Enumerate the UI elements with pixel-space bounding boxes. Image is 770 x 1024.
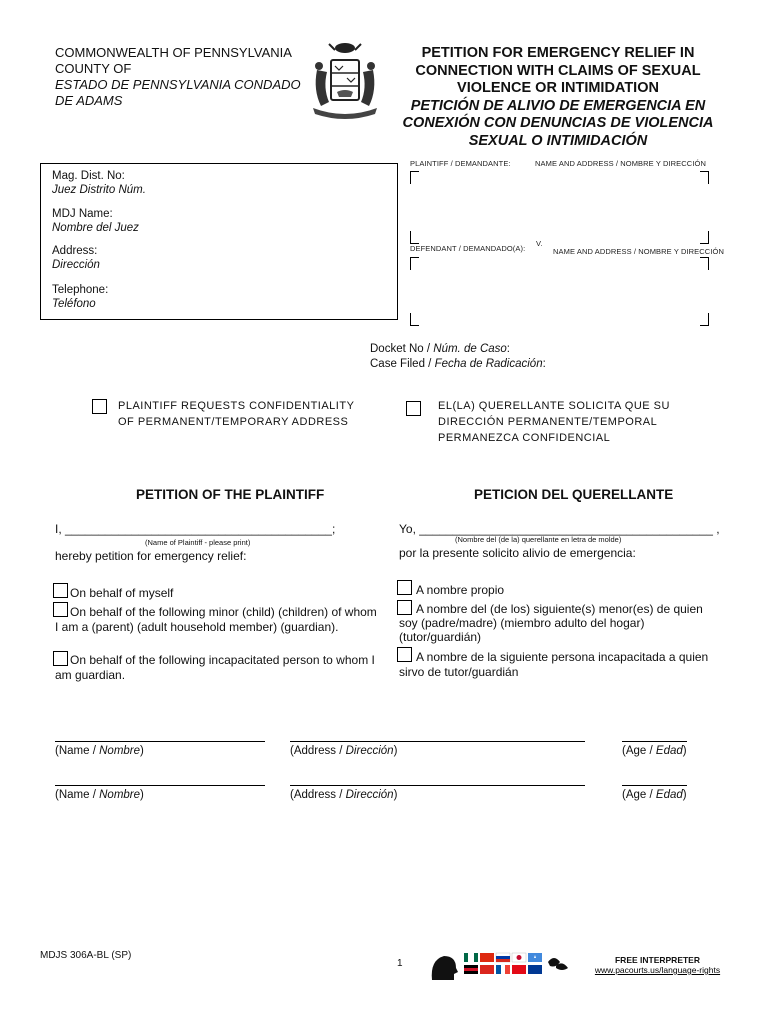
hereby-petition-text: hereby petition for emergency relief: — [55, 549, 247, 563]
name-caption: (Name / Nombre) — [55, 789, 144, 801]
behalf-incapacitated-label: On behalf of the following incapacitated person to whom I — [70, 653, 375, 667]
age-caption: (Age / Edad) — [622, 745, 687, 757]
court-info-box — [40, 163, 398, 320]
age-input-line[interactable] — [622, 785, 687, 786]
nombre-propio-label: A nombre propio — [416, 583, 505, 597]
title-line: CONEXIÓN CON DENUNCIAS DE VIOLENCIA — [402, 115, 714, 131]
defendant-name-address-field[interactable] — [418, 266, 698, 316]
behalf-minor-checkbox[interactable] — [53, 602, 68, 617]
address-label: Address: — [52, 245, 98, 257]
nombre-menor-label: A nombre del (de los) siguiente(s) menor(es) de quien — [416, 602, 703, 616]
confidentiality-request-en — [118, 398, 354, 430]
petition-heading-es: PETICION DEL QUERELLANTE — [474, 487, 674, 502]
behalf-incapacitated-label-cont: am guardian. — [55, 668, 126, 682]
free-interpreter-notice — [585, 955, 730, 975]
title-line: CONNECTION WITH CLAIMS OF SEXUAL — [415, 62, 701, 79]
age-caption-en: Age / — [625, 745, 653, 757]
address-caption: (Address / Dirección) — [290, 745, 398, 757]
plaintiff-name-address-label: NAME AND ADDRESS / NOMBRE Y DIRECCIÓN — [535, 159, 706, 168]
docket-number-field[interactable]: Docket No / Núm. de Caso: — [370, 343, 510, 355]
telephone-label: Telephone: — [52, 284, 109, 296]
court-header — [55, 45, 301, 109]
mdj-name-label: MDJ Name: — [52, 208, 113, 220]
petition-heading-en: PETITION OF THE PLAINTIFF — [136, 487, 325, 502]
confidentiality-checkbox-es[interactable] — [406, 401, 421, 416]
address-caption: (Address / Dirección) — [290, 789, 398, 801]
case-filed-label: Case Filed / — [370, 357, 432, 370]
language-rights-link[interactable]: www.pacourts.us/language-rights — [594, 965, 721, 975]
mag-dist-label-es: Juez Distrito Núm. — [52, 183, 146, 196]
conf-line: PLAINTIFF REQUESTS CONFIDENTIALITY — [118, 400, 355, 412]
docket-info — [370, 342, 546, 371]
plaintiff-name-line[interactable]: I, ________________________________________; — [55, 522, 336, 536]
bracket-corner — [410, 231, 419, 244]
header-line: COMMONWEALTH OF PENNSYLVANIA — [55, 45, 292, 60]
case-filed-field[interactable]: Case Filed / Fecha de Radicación: — [370, 357, 546, 370]
mag-dist-label: Mag. Dist. No: — [52, 170, 125, 182]
defendant-label: DEFENDANT / DEMANDADO(A): — [410, 244, 526, 253]
plaintiff-label: PLAINTIFF / DEMANDANTE: — [410, 159, 511, 168]
confidentiality-checkbox[interactable] — [92, 399, 107, 414]
defendant-name-address-label: NAME AND ADDRESS / NOMBRE Y DIRECCIÓN — [553, 247, 724, 256]
bracket-corner — [700, 313, 709, 326]
title-line: SEXUAL O INTIMIDACIÓN — [468, 132, 648, 149]
language-flags-icon — [430, 950, 580, 984]
confidentiality-request-es — [438, 398, 670, 446]
mdj-name-label-es: Nombre del Juez — [52, 221, 139, 234]
age-caption-es: Edad — [655, 745, 683, 757]
persona-incapacitada-label-cont: sirvo de tutor/guardián — [399, 665, 519, 679]
header-line: COUNTY OF — [55, 61, 132, 76]
address-input-line[interactable] — [290, 741, 585, 742]
telephone-label-es: Teléfono — [52, 297, 96, 310]
header-line: ESTADO DE PENNSYLVANIA CONDADO — [55, 77, 301, 92]
age-caption-es: Edad — [655, 789, 683, 801]
address-label-es: Dirección — [52, 258, 100, 271]
age-input-line[interactable] — [622, 741, 687, 742]
docket-label-es: Núm. de Caso — [433, 343, 507, 355]
mag-dist-field[interactable] — [52, 170, 146, 197]
por-la-presente-text: por la presente solicito alivio de emergencia: — [399, 546, 636, 560]
plaintiff-name-address-field[interactable] — [418, 180, 698, 235]
name-caption: (Name / Nombre) — [55, 745, 144, 757]
bracket-corner — [700, 257, 709, 270]
page-number: 1 — [397, 958, 403, 969]
behalf-minor-label: On behalf of the following minor (child) (children) of whom — [70, 605, 377, 619]
title-line: PETICIÓN DE ALIVIO DE EMERGENCIA EN — [410, 97, 706, 114]
court-address-field[interactable] — [52, 245, 100, 272]
bracket-corner — [700, 231, 709, 244]
behalf-minor-label-cont: I am a (parent) (adult household member) (guardian). — [55, 620, 339, 634]
behalf-myself-label: On behalf of myself — [70, 586, 174, 600]
plaintiff-name-caption: (Name of Plaintiff - please print) — [145, 538, 251, 547]
name-caption-es: Nombre — [99, 745, 141, 757]
nombre-menor-label-cont2: (tutor/guardián) — [399, 630, 482, 644]
behalf-myself-checkbox[interactable] — [53, 583, 68, 598]
state-seal-icon — [305, 40, 385, 120]
querellante-name-caption: (Nombre del (de la) querellante en letra de molde) — [455, 535, 622, 544]
name-input-line[interactable] — [55, 785, 265, 786]
address-caption-es: Dirección — [345, 745, 394, 757]
behalf-incapacitated-checkbox[interactable] — [53, 651, 68, 666]
age-caption-en: Age / — [625, 789, 653, 801]
interpreter-label: FREE INTERPRETER — [614, 955, 700, 965]
title-line: PETITION FOR EMERGENCY RELIEF IN — [421, 45, 695, 61]
nombre-menor-label-cont: soy (padre/madre) (miembro adulto del hogar) — [399, 616, 645, 630]
age-caption: (Age / Edad) — [622, 789, 687, 801]
case-filed-label-es: Fecha de Radicación — [434, 357, 543, 370]
persona-incapacitada-label: A nombre de la siguiente persona incapacitada a quien — [416, 650, 709, 664]
conf-line: PERMANEZCA CONFIDENCIAL — [438, 432, 611, 444]
conf-line: DIRECCIÓN PERMANENTE/TEMPORAL — [438, 416, 658, 428]
name-caption-en: Name / — [58, 745, 96, 757]
nombre-propio-checkbox[interactable] — [397, 580, 412, 595]
conf-line: EL(LA) QUERELLANTE SOLICITA QUE SU — [438, 400, 670, 412]
querellante-name-line[interactable]: Yo, ____________________________________________ , — [399, 522, 720, 536]
versus-label: V. — [536, 239, 543, 248]
name-caption-en: Name / — [58, 789, 96, 801]
bracket-corner — [410, 313, 419, 326]
conf-line: OF PERMANENT/TEMPORARY ADDRESS — [118, 416, 349, 428]
address-caption-en: Address / — [293, 789, 343, 801]
name-caption-es: Nombre — [99, 789, 141, 801]
form-id: MDJS 306A-BL (SP) — [40, 950, 132, 961]
header-line: DE ADAMS — [55, 93, 123, 108]
bracket-corner — [700, 171, 709, 184]
persona-incapacitada-checkbox[interactable] — [397, 647, 412, 662]
title-line: VIOLENCE OR INTIMIDATION — [457, 80, 659, 96]
court-telephone-field[interactable] — [52, 284, 108, 311]
address-caption-en: Address / — [293, 745, 343, 757]
address-input-line[interactable] — [290, 785, 585, 786]
address-caption-es: Dirección — [345, 789, 394, 801]
form-title — [388, 45, 728, 150]
mdj-name-field[interactable] — [52, 208, 139, 235]
name-input-line[interactable] — [55, 741, 265, 742]
nombre-menor-checkbox[interactable] — [397, 600, 412, 615]
docket-label: Docket No / — [370, 343, 431, 355]
